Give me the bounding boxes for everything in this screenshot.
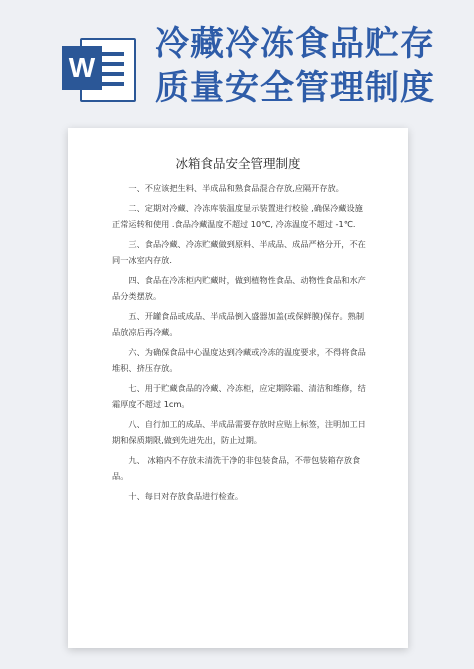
paragraph-4: 四、食品在冷冻柜内贮藏时，做到植物性食品、动物性食品和水产品分类摆放。	[112, 275, 366, 301]
paragraph-6: 六、为确保食品中心温度达到冷藏或冷冻的温度要求，不得将食品堆积、挤压存放。	[112, 347, 366, 373]
banner-title-line-2: 质量安全管理制度	[155, 68, 435, 108]
banner-title	[155, 22, 465, 110]
paragraph-8: 八、自行加工的成品、半成品需要存放时应贴上标签，注明加工日期和保质期限,做到先进先出，防止过期。	[112, 419, 366, 445]
paragraph-9: 九、 冰箱内不存放未清洗干净的非包装食品，不带包装箱存放食品。	[112, 455, 361, 481]
document-body	[112, 180, 370, 508]
word-logo-letter: W	[62, 46, 102, 90]
document-page	[68, 128, 408, 648]
paragraph-10: 十、每日对存放食品进行检查。	[128, 491, 244, 501]
paragraph-2: 二、定期对冷藏、冷冻库装温度显示装置进行校验 ,确保冷藏设施正常运转和使用 .食品冷藏温度不超过 10℃, 冷冻温度不超过 -1℃.	[112, 203, 363, 229]
document-title: 冰箱食品安全管理制度	[175, 156, 301, 171]
paragraph-3: 三、食品冷藏、冷冻贮藏做到原料、半成品、成品严格分开，不在同一冰室内存放.	[112, 239, 366, 265]
header-banner	[0, 0, 474, 130]
paragraph-1: 一、不应该把生料、半成品和熟食品混合存放,应隔开存放。	[128, 183, 344, 193]
word-document-icon	[62, 32, 134, 104]
banner-title-line-1: 冷藏冷冻食品贮存	[155, 24, 435, 64]
paragraph-7: 七、用于贮藏食品的冷藏、冷冻柜，应定期除霜、清洁和维修，结霜厚度不超过 1cm。	[112, 383, 366, 409]
paragraph-5: 五、开罐食品或成品、半成品倒入盛器加盖(或保鲜膜)保存。熟制品放凉后再冷藏。	[112, 311, 365, 337]
